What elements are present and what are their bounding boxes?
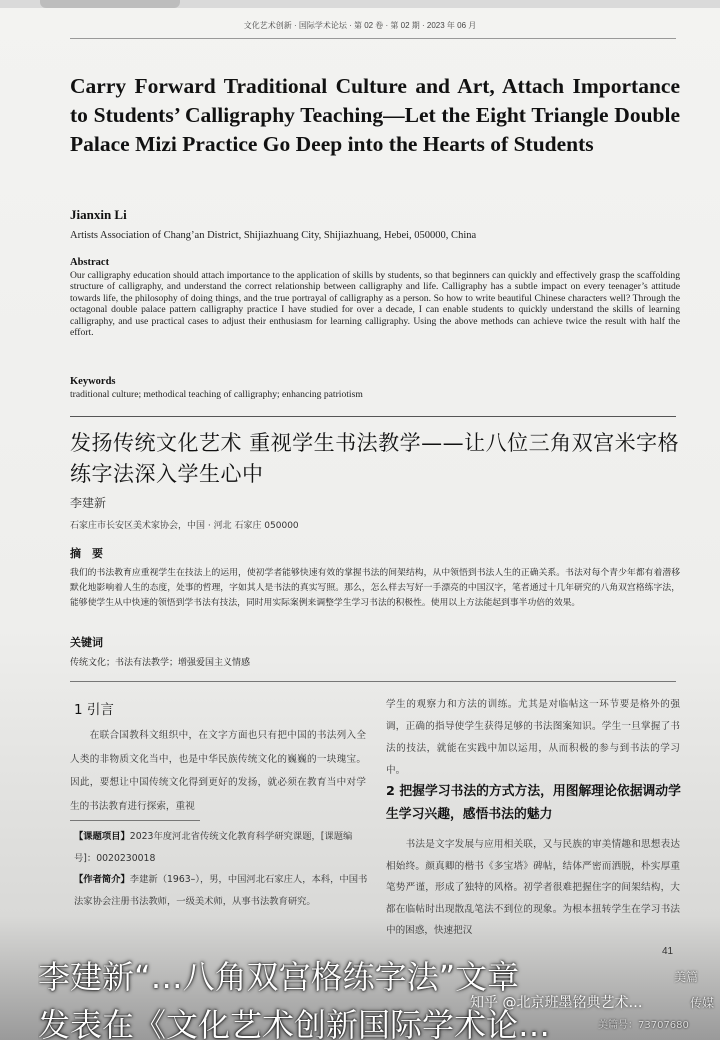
footnote-project (74, 826, 370, 869)
footnote-author-text: 李建新（1963–），男，中国河北石家庄人，本科，中国书法家协会注册书法教师，一级美术师，从事书法教育研究。 (74, 874, 368, 907)
section-2-heading: 2 把握学习书法的方式方法，用图解理论依据调动学生学习兴趣，感悟书法的魅力 (386, 784, 681, 822)
section-2-body: 书法是文字发展与应用相关联，又与民族的审美情趣和思想表达相始终。颜真卿的楷书《多宝塔》碑帖，结体严密而洒脱，朴实厚重笔势严谨，形成了独特的风格。初学者很难把握住字的间架结构，大都在临帖时出现散乱笔法不到位的现象。为根本扭转学生在学习书法中的困惑，快速把汉 (386, 839, 681, 937)
section-divider (70, 416, 676, 417)
caption-line-1: 李建新“…八角双宫格练字法”文章 (38, 958, 520, 996)
footnote-author-label: 【作者简介】 (74, 874, 130, 885)
abstract-heading: Abstract (70, 257, 110, 268)
footnote-project-text: 2023年度河北省传统文化教育科学研究课题，[课题编号]：0020230018 (74, 831, 353, 864)
author-affiliation: Artists Association of Chang’an District, Shijiazhuang City, Shijiazhuang, Hebei, 050000, China (70, 230, 477, 241)
chinese-keywords-heading: 关键词 (70, 636, 103, 649)
chinese-keywords-text: 传统文化；书法有法教学；增强爱国主义情感 (70, 658, 251, 668)
keywords-text: traditional culture; methodical teaching of calligraphy; enhancing patriotism (70, 389, 363, 400)
chinese-affiliation: 石家庄市长安区美术家协会，中国 · 河北 石家庄 050000 (70, 521, 299, 531)
journal-page (0, 8, 720, 1040)
footnotes (74, 826, 370, 912)
section-1-text (70, 724, 366, 818)
keywords-heading: Keywords (70, 376, 116, 387)
status-bar-notch (40, 0, 180, 8)
section-1-body: 在联合国教科文组织中，在文字方面也只有把中国的书法列入全人类的非物质文化当中，也是中华民族传统文化的巍巍的一块瑰宝。因此，要想让中国传统文化得到更好的发扬，就必须在教育当中对学生的书法教育进行探索，重视 (70, 730, 367, 812)
section-1-heading: 1 引言 (74, 702, 114, 718)
chinese-title: 发扬传统文化艺术 重视学生书法教学——让八位三角双宫米字格练字法深入学生心中 (70, 431, 680, 486)
body-divider (70, 681, 676, 682)
abstract-text: Our calligraphy education should attach importance to the application of skills by students, so that beginners can quickly and effectively grasp the scaffolding structure of calligraphy, and understand the correct relationship between calligraphy and life. Calligraphy has a subtle impact on every teenager’s attitude towards life, the philosophy of doing things, and the true portrayal of calligraphy as a person. So how to write beautiful Chinese characters well? Through the octagonal double palace pattern calligraphy practice I have studied for over a decade, I can enable students to quickly understand the skills of learning calligraphy, and use practical cases to adjust their enthusiasm for learning calligraphy. Using the above methods can achieve twice the result with half the effort. (70, 270, 680, 339)
footnote-project-label: 【课题项目】 (74, 831, 130, 842)
chinese-abstract-text: 我们的书法教育应重视学生在技法上的运用，使初学者能够快速有效的掌握书法的间架结构，从中领悟到书法人生的正确关系。书法对每个青少年都有着潜移默化地影响着人生的态度，处事的哲理，字如其人是书法的真实写照。那么，怎么样去写好一手漂亮的中国汉字，笔者通过十几年研究的八角双宫格练字法，能够使学生从中快速的领悟到学书法有技法，同时用实际案例来调整学生学习书法的积极性。使用以上方法能起到事半功倍的效果。 (70, 568, 680, 608)
author-name: Jianxin Li (70, 207, 127, 222)
footnote-author (74, 869, 370, 912)
chinese-author-name: 李建新 (70, 496, 107, 510)
page-number: 41 (662, 946, 674, 957)
english-title: Carry Forward Traditional Culture and Art, Attach Importance to Students’ Calligraphy Teaching—Let the Eight Triangle Double Palace Mizi Practice Go Deep into the Hearts of Students (70, 74, 680, 156)
right-column-text: 学生的观察力和方法的训练。尤其是对临帖这一环节要是格外的强调，正确的指导使学生获得足够的书法图案知识。学生一旦掌握了书法的技法，就能在实践中加以运用，从而积极的参与到书法的学习中。 (386, 699, 680, 776)
watermark-id: 美篇号：73707680 (598, 1020, 689, 1031)
watermark-zhihu: 知乎 @北京班墨铭典艺术… (470, 995, 643, 1011)
running-header: 文化艺术创新 · 国际学术论坛 · 第 02 卷 · 第 02 期 · 2023 年 06 月 (243, 21, 477, 30)
header-rule (70, 38, 676, 39)
caption-line-2: 发表在《文化艺术创新国际学术论… (38, 1006, 551, 1040)
watermark-chuanmei: 传媒 (690, 996, 715, 1010)
watermark-meipian: 美篇 (674, 970, 699, 984)
footnote-rule (70, 820, 200, 821)
chinese-abstract-heading: 摘 要 (70, 547, 103, 560)
section-2-text (386, 834, 680, 942)
